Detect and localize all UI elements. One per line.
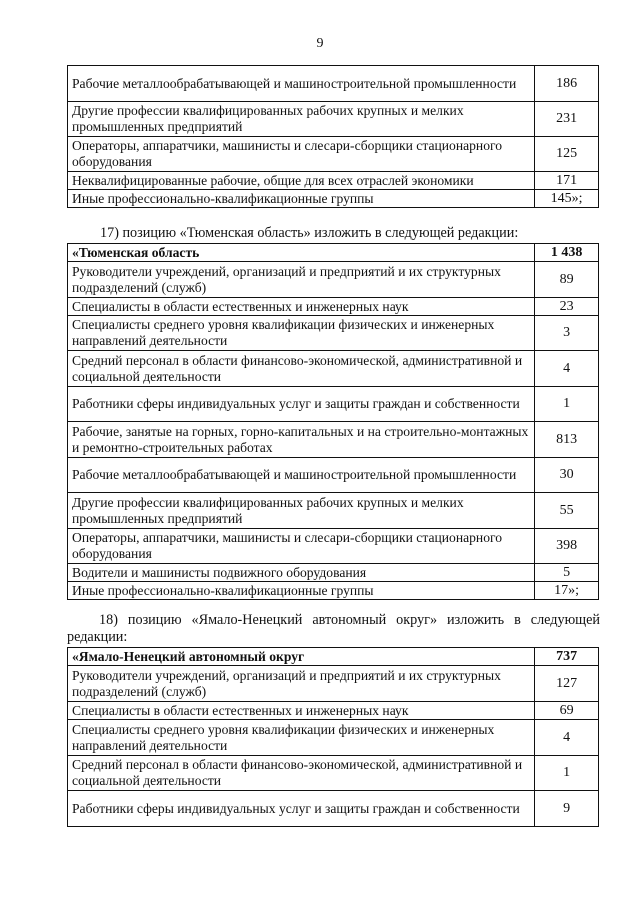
row-label: Операторы, аппаратчики, машинисты и слесари-сборщики стационарного оборудования — [68, 137, 535, 172]
paragraph-item-18: 18) позицию «Ямало-Ненецкий автономный округ» изложить в следующей редакции: — [67, 612, 600, 645]
row-value: 125 — [535, 137, 599, 172]
paragraph-item-17: 17) позицию «Тюменская область» изложить в следующей редакции: — [100, 225, 519, 241]
row-label: Рабочие металлообрабатывающей и машиностроительной промышленности — [68, 66, 535, 102]
row-value: 4 — [535, 351, 599, 387]
row-label: Специалисты в области естественных и инженерных наук — [68, 298, 535, 316]
row-value: 3 — [535, 316, 599, 351]
region-total: 737 — [535, 648, 599, 666]
row-label: Другие профессии квалифицированных рабочих крупных и мелких промышленных предприятий — [68, 493, 535, 529]
table-row — [68, 529, 599, 564]
row-value: 171 — [535, 172, 599, 190]
row-label: Специалисты в области естественных и инженерных наук — [68, 702, 535, 720]
region-name: «Ямало-Ненецкий автономный округ — [68, 648, 535, 666]
row-value: 231 — [535, 102, 599, 137]
row-value: 23 — [535, 298, 599, 316]
table-row — [68, 66, 599, 102]
table-row — [68, 190, 599, 208]
row-label: Другие профессии квалифицированных рабочих крупных и мелких промышленных предприятий — [68, 102, 535, 137]
table-row — [68, 720, 599, 756]
table-row — [68, 262, 599, 298]
row-label: Операторы, аппаратчики, машинисты и слесари-сборщики стационарного оборудования — [68, 529, 535, 564]
page-number: 9 — [316, 36, 324, 51]
table-header-row — [68, 648, 599, 666]
table-row — [68, 298, 599, 316]
table-occupations-previous — [67, 65, 599, 208]
row-value: 4 — [535, 720, 599, 756]
row-value: 398 — [535, 529, 599, 564]
table-row — [68, 351, 599, 387]
row-label: Средний персонал в области финансово-экономической, административной и социальной деятельности — [68, 756, 535, 791]
row-label: Специалисты среднего уровня квалификации физических и инженерных направлений деятельности — [68, 316, 535, 351]
region-name: «Тюменская область — [68, 244, 535, 262]
row-value: 813 — [535, 422, 599, 458]
row-value: 69 — [535, 702, 599, 720]
row-label: Средний персонал в области финансово-экономической, административной и социальной деятельности — [68, 351, 535, 387]
table-row — [68, 756, 599, 791]
table-row — [68, 702, 599, 720]
row-value: 145»; — [535, 190, 599, 208]
row-label: Иные профессионально-квалификационные группы — [68, 582, 535, 600]
table-row — [68, 422, 599, 458]
table-row — [68, 791, 599, 827]
table-header-row — [68, 244, 599, 262]
row-value: 127 — [535, 666, 599, 702]
row-label: Руководители учреждений, организаций и предприятий и их структурных подразделений (служб) — [68, 262, 535, 298]
table-row — [68, 582, 599, 600]
row-value: 1 — [535, 387, 599, 422]
row-value: 30 — [535, 458, 599, 493]
table-row — [68, 102, 599, 137]
row-value: 186 — [535, 66, 599, 102]
table-row — [68, 458, 599, 493]
row-value: 9 — [535, 791, 599, 827]
row-value: 1 — [535, 756, 599, 791]
row-label: Водители и машинисты подвижного оборудования — [68, 564, 535, 582]
table-row — [68, 666, 599, 702]
row-label: Руководители учреждений, организаций и предприятий и их структурных подразделений (служб) — [68, 666, 535, 702]
table-row — [68, 137, 599, 172]
row-label: Рабочие металлообрабатывающей и машиностроительной промышленности — [68, 458, 535, 493]
row-value: 5 — [535, 564, 599, 582]
row-label: Специалисты среднего уровня квалификации физических и инженерных направлений деятельности — [68, 720, 535, 756]
table-row — [68, 316, 599, 351]
table-yamalo-nenets-okrug — [67, 647, 599, 827]
row-label: Работники сферы индивидуальных услуг и защиты граждан и собственности — [68, 791, 535, 827]
table-tyumen-region — [67, 243, 599, 600]
row-value: 89 — [535, 262, 599, 298]
table-row — [68, 493, 599, 529]
row-label: Работники сферы индивидуальных услуг и защиты граждан и собственности — [68, 387, 535, 422]
table-row — [68, 564, 599, 582]
table-row — [68, 172, 599, 190]
row-label: Рабочие, занятые на горных, горно-капитальных и на строительно-монтажных и ремонтно-строительных работах — [68, 422, 535, 458]
row-value: 55 — [535, 493, 599, 529]
row-label: Иные профессионально-квалификационные группы — [68, 190, 535, 208]
row-label: Неквалифицированные рабочие, общие для всех отраслей экономики — [68, 172, 535, 190]
region-total: 1 438 — [535, 244, 599, 262]
row-value: 17»; — [535, 582, 599, 600]
table-row — [68, 387, 599, 422]
